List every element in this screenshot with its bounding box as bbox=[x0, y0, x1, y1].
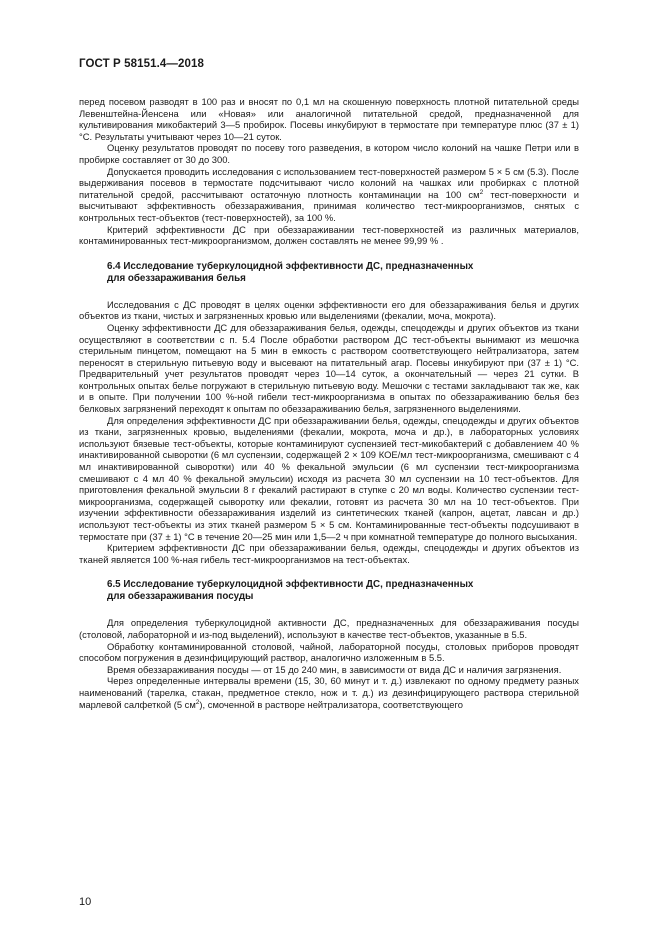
section-6-5-title-line1: 6.5 Исследование туберкулоцидной эффективности ДС, предназначенных bbox=[107, 579, 474, 591]
intro-paragraph-3-text: Допускается проводить исследования с использованием тест-поверхностей размером 5 × 5 см (5.3). После выдерживания посевов в термостате подсчитывают число колоний на чашках или пробирках с плотной питательной средой, рассчитывают остаточную плотность контаминации на 100 см bbox=[79, 165, 579, 200]
section-6-5-paragraph-4-cont: ), смоченной в растворе нейтрализатора, соответствующего bbox=[199, 698, 463, 710]
intro-paragraph-2: Оценку результатов проводят по посеву того разведения, в котором число колоний на чашке Петри или в пробирке составляет от 30 до 300. bbox=[79, 142, 579, 165]
section-6-4-paragraph-1: Исследования с ДС проводят в целях оценки эффективности его для обеззараживания белья и других объектов из ткани, чистых и загрязненных кровью или выделениями (фекалии, моча, мокрота). bbox=[79, 298, 579, 322]
section-6-5-heading bbox=[79, 579, 579, 603]
section-6-5-paragraph-4-text: Через определенные интервалы времени (15, 30, 60 минут и т. д.) извлекают по одному предмету разных наименований (тарелка, стакан, предметное стекло, нож и т. д.) из дезинфицирующего раствора стерильной марлевой салфеткой (5 см bbox=[79, 675, 579, 710]
section-6-4-title-line2: для обеззараживания белья bbox=[107, 272, 246, 284]
superscript-squared: 2 bbox=[479, 188, 484, 196]
document-body bbox=[79, 96, 579, 710]
section-6-5-paragraph-2: Обработку контаминированной столовой, чайной, лабораторной посуды, столовых приборов проводят способом погружения в дезинфицирующий раствор, аналогично изложенным в 5.5. bbox=[79, 640, 579, 664]
intro-paragraph-3-cont: тест-поверхности и высчитывают эффективность обеззараживания, принимая количество тест-микроорганизмов, снятых с контрольных тест-объектов (тест-поверхностей), за 100 %. bbox=[79, 188, 579, 223]
page-number: 10 bbox=[79, 896, 92, 908]
superscript-squared-2: 2 bbox=[195, 698, 200, 706]
intro-paragraph-1: перед посевом разводят в 100 раз и вносят по 0,1 мл на скошенную поверхность плотной питательной среды Левенштейна-Йенсена или «Новая» или аналогичной питательной средой, предназначенной для культивирования микобактерий 3—5 пробирок. Посевы инкубируют в термостате при температуре плюс (37 ± 1)°С. Результаты учитывают через 10—21 суток. bbox=[79, 96, 579, 142]
section-6-5-title-line2: для обеззараживания посуды bbox=[107, 591, 254, 603]
section-6-4-paragraph-3: Для определения эффективности ДС при обеззараживании белья, одежды, спецодежды и других объектов из ткани, загрязненных кровью, выделениями (фекалии, мокрота, моча и др.), в лабораторных условиях используют бязевые тест-объекты, которые контаминируют суспензией тест-микобактерий с добавлением 40 % инактивированной сыворотки (6 мл суспензии, содержащей 2 × 109 КОЕ/мл тест-микроорганизма, смешивают с 4 мл инактивированной сыворотки) или 40 % фекальной эмульсии (6 мл суспензии тест-микроорганизма смешивают с 4 мл 40 % фекальной эмульсии) исходя из расчета 30 мл суспензии на 10 тест-объектов. Для приготовления фекальной эмульсии 8 г фекалий растирают в ступке с 20 мл воды. Количество суспензии тест-микроорганизма, содержащей сыворотку или фекалии, готовят из расчета 30 мл на 10 тест-объектов. При изучении эффективности обеззараживания изделий из синтетических тканей (капрон, ацетат, лавсан и др.) используют тест-объекты из этих тканей размером 5 × 5 см. Контаминированные тест-объекты подсушивают в термостате при (37 ± 1) °С в течение 20—25 мин или 1,5—2 ч при комнатной температуре до полного высыхания. bbox=[79, 414, 579, 542]
section-6-4-heading bbox=[79, 261, 579, 285]
section-6-5-paragraph-1: Для определения туберкулоцидной активности ДС, предназначенных для обеззараживания посуды (столовой, лабораторной и из-под выделений), используют в качестве тест-объектов, указанные в 5.5. bbox=[79, 617, 579, 640]
section-6-4-paragraph-2: Оценку эффективности ДС для обеззараживания белья, одежды, спецодежды и других объектов из ткани осуществляют в соответствии с п. 5.4 После обработки раствором ДС тест-объекты вынимают из мешочка стерильным пинцетом, помещают на 5 мин в емкость с раствором соответствующего нейтрализатора, затем переносят в стерильную питьевую воду и высевают на питательный агар. Посевы инкубируют при (37 ± 1) °С. Предварительный учет результатов проводят через 10—14 суток, а окончательный — через 21 сутки. В контрольных опытах белье погружают в стерильную питьевую воду. Мешочки с тестами закладывают так же, как и в опыте. При получении 100 %-ной гибели тест-микроорганизма в опытах по обеззараживанию белья без белковых загрязнений переходят к опытам по обеззараживанию белья, загрязненного выделениями. bbox=[79, 321, 579, 415]
intro-paragraph-3 bbox=[79, 166, 579, 224]
intro-paragraph-4: Критерий эффективности ДС при обеззараживании тест-поверхностей из различных материалов, контаминированных тест-микроорганизмом, должен составлять не менее 99,99 % . bbox=[79, 223, 579, 247]
section-6-5-paragraph-3: Время обеззараживания посуды — от 15 до 240 мин, в зависимости от вида ДС и наличия загрязнения. bbox=[107, 663, 562, 675]
section-6-4-title-line1: 6.4 Исследование туберкулоцидной эффективности ДС, предназначенных bbox=[107, 260, 474, 272]
section-6-4-paragraph-4: Критерием эффективности ДС при обеззараживании белья, одежды, спецодежды и других объектов из тканей является 100 %-ная гибель тест-микроорганизмов на тест-объектах. bbox=[79, 542, 579, 565]
section-6-5-paragraph-4 bbox=[79, 675, 579, 710]
standard-code-header: ГОСТ Р 58151.4—2018 bbox=[79, 58, 204, 70]
